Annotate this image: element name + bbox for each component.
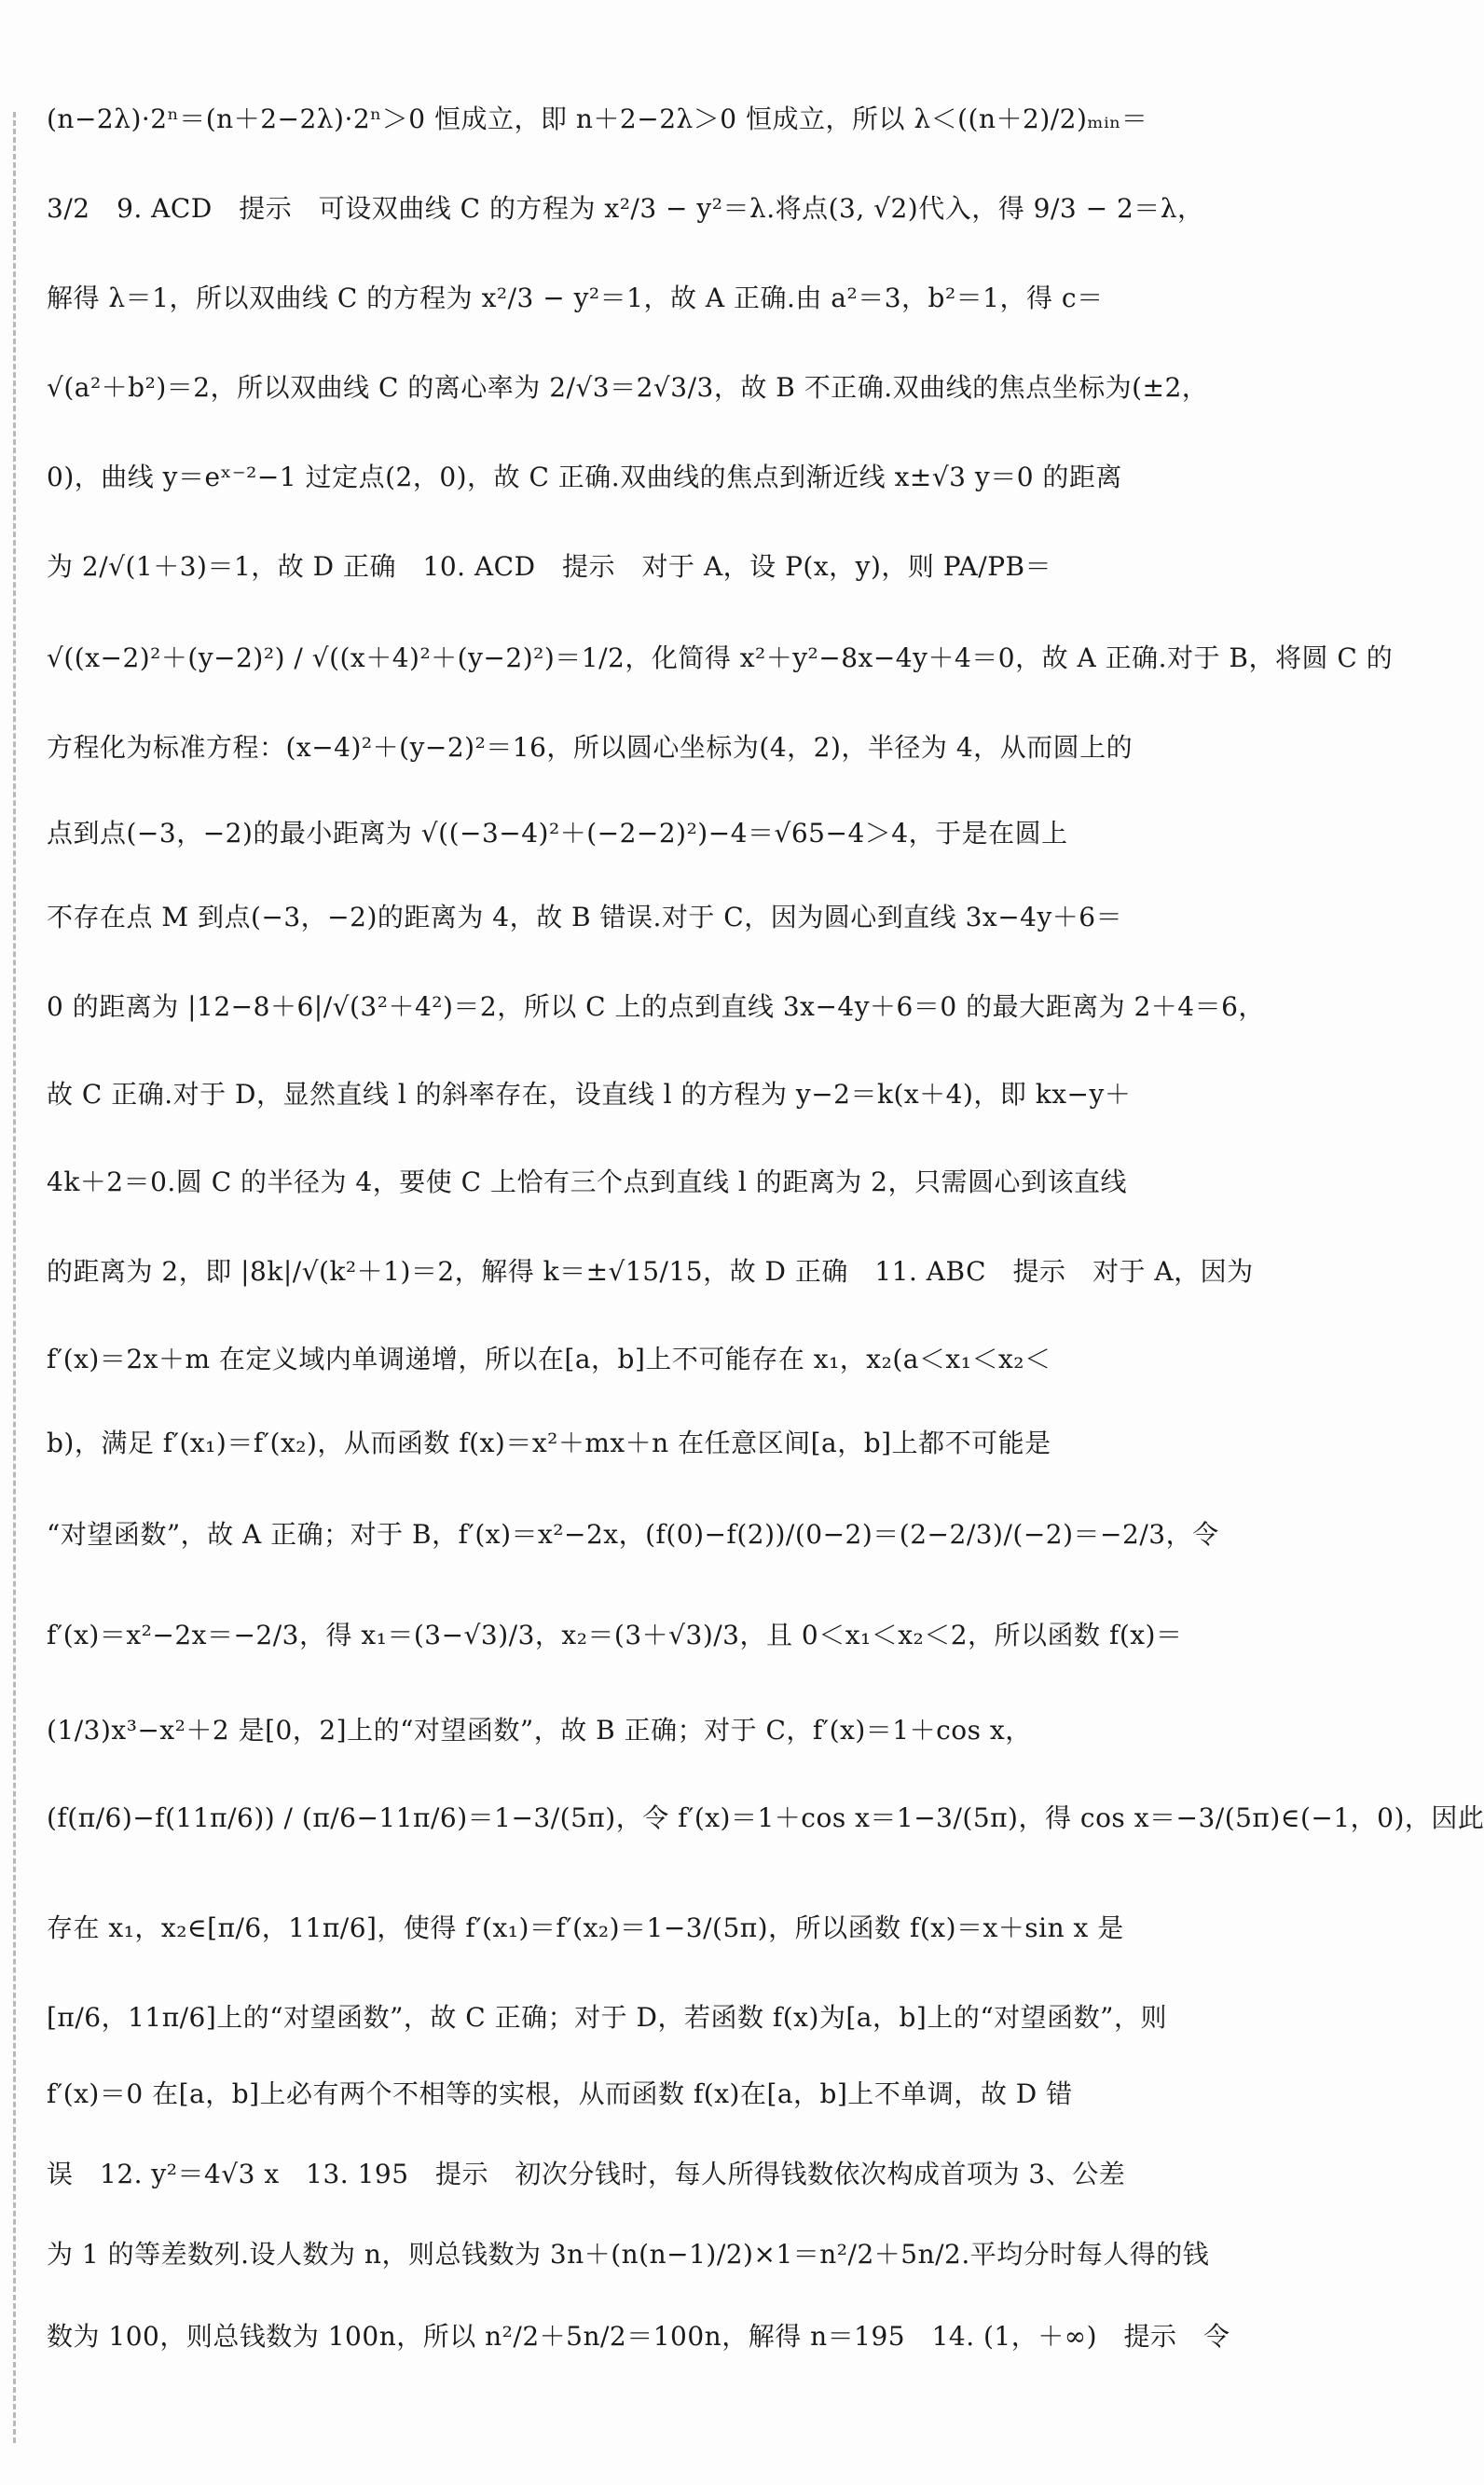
text-line: 为 1 的等差数列.设人数为 n，则总钱数为 3n＋(n(n−1)/2)×1＝n²/2＋5n/2.平均分时每人得的钱 [47,2239,1210,2270]
text-line: f′(x)＝0 在[a，b]上必有两个不相等的实根，从而函数 f(x)在[a，b]上不单调，故 D 错 [47,2078,1073,2109]
text-line: 方程化为标准方程：(x−4)²＋(y−2)²＝16，所以圆心坐标为(4，2)，半径为 4，从而圆上的 [47,732,1134,763]
text-line: 误 12. y²＝4√3 x 13. 195 提示 初次分钱时，每人所得钱数依次构成首项为 3、公差 [47,2159,1126,2189]
text-line: [π/6，11π/6]上的“对望函数”，故 C 正确；对于 D，若函数 f(x)为[a，b]上的“对望函数”，则 [47,2002,1167,2033]
text-line: 0 的距离为 |12−8＋6|/√(3²＋4²)＝2，所以 C 上的点到直线 3x−4y＋6＝0 的最大距离为 2＋4＝6， [47,991,1265,1022]
text-line: “对望函数”，故 A 正确；对于 B，f′(x)＝x²−2x，(f(0)−f(2))/(0−2)＝(2−2/3)/(−2)＝−2/3，令 [47,1519,1219,1550]
text-line: f′(x)＝x²−2x＝−2/3，得 x₁＝(3−√3)/3，x₂＝(3＋√3)/3，且 0＜x₁＜x₂＜2，所以函数 f(x)＝ [47,1620,1183,1650]
text-line: 不存在点 M 到点(−3，−2)的距离为 4，故 B 错误.对于 C，因为圆心到直线 3x−4y＋6＝ [47,902,1123,932]
text-line: 解得 λ＝1，所以双曲线 C 的方程为 x²/3 − y²＝1，故 A 正确.由 a²＝3，b²＝1，得 c＝ [47,283,1104,313]
text-line: √((x−2)²＋(y−2)²) / √((x＋4)²＋(y−2)²)＝1/2，化简得 x²＋y²−8x−4y＋4＝0，故 A 正确.对于 B，将圆 C 的 [47,642,1394,673]
text-line: 的距离为 2，即 |8k|/√(k²＋1)＝2，解得 k＝±√15/15，故 D 正确 11. ABC 提示 对于 A，因为 [47,1256,1254,1287]
text-line: f′(x)＝2x＋m 在定义域内单调递增，所以在[a，b]上不可能存在 x₁，x₂(a＜x₁＜x₂＜ [47,1344,1051,1374]
text-line: (f(π/6)−f(11π/6)) / (π/6−11π/6)＝1−3/(5π)，令 f′(x)＝1＋cos x＝1−3/(5π)，得 cos x＝−3/(5π)∈(−1，0)，因此 [47,1802,1484,1833]
text-line: 0)，曲线 y＝eˣ⁻²−1 过定点(2，0)，故 C 正确.双曲线的焦点到渐近线 x±√3 y＝0 的距离 [47,462,1122,492]
text-line: (1/3)x³−x²＋2 是[0，2]上的“对望函数”，故 B 正确；对于 C，f′(x)＝1＋cos x， [47,1715,1032,1746]
text-line: 4k＋2＝0.圆 C 的半径为 4，要使 C 上恰有三个点到直线 l 的距离为 2，只需圆心到该直线 [47,1167,1127,1197]
text-line: 存在 x₁，x₂∈[π/6，11π/6]，使得 f′(x₁)＝f′(x₂)＝1−3/(5π)，所以函数 f(x)＝x＋sin x 是 [47,1912,1124,1943]
text-line: (n−2λ)·2ⁿ＝(n＋2−2λ)·2ⁿ＞0 恒成立，即 n＋2−2λ＞0 恒成立，所以 λ＜((n＋2)/2)ₘᵢₙ＝ [47,104,1148,134]
text-line: 故 C 正确.对于 D，显然直线 l 的斜率存在，设直线 l 的方程为 y−2＝k(x＋4)，即 kx−y＋ [47,1079,1132,1110]
text-line: √(a²＋b²)＝2，所以双曲线 C 的离心率为 2/√3＝2√3/3，故 B 不正确.双曲线的焦点坐标为(±2， [47,372,1209,403]
binding-margin-dashed-line [13,112,16,2443]
text-line: 为 2/√(1＋3)＝1，故 D 正确 10. ACD 提示 对于 A，设 P(x，y)，则 PA/PB＝ [47,551,1052,582]
text-line: 点到点(−3，−2)的最小距离为 √((−3−4)²＋(−2−2)²)−4＝√65−4＞4，于是在圆上 [47,818,1068,849]
text-line: b)，满足 f′(x₁)＝f′(x₂)，从而函数 f(x)＝x²＋mx＋n 在任意区间[a，b]上都不可能是 [47,1428,1051,1458]
text-line: 3/2 9. ACD 提示 可设双曲线 C 的方程为 x²/3 − y²＝λ.将点(3, √2)代入，得 9/3 − 2＝λ， [47,193,1204,224]
text-line: 数为 100，则总钱数为 100n，所以 n²/2＋5n/2＝100n，解得 n＝195 14. (1，＋∞) 提示 令 [47,2321,1230,2352]
